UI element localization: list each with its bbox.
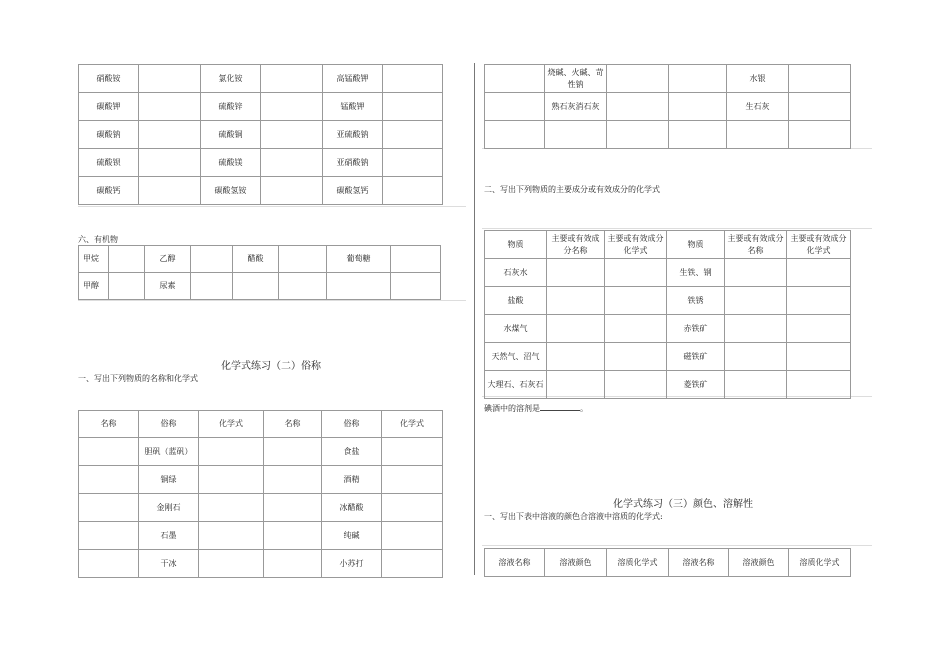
table-row: [79, 121, 443, 149]
table-cell[interactable]: [383, 177, 443, 205]
table-cell[interactable]: [725, 259, 787, 287]
table-cell[interactable]: [787, 343, 851, 371]
column-header: 溶液颜色: [545, 549, 607, 577]
table-cell: 亚硫酸钠: [323, 121, 383, 149]
table-cell[interactable]: [391, 246, 441, 273]
table-cell: 硫酸钡: [79, 149, 139, 177]
table-cell[interactable]: [109, 246, 145, 273]
table-cell[interactable]: [191, 273, 233, 300]
iodine-question: [484, 402, 588, 414]
table-cell[interactable]: [199, 494, 264, 522]
table-cell[interactable]: [79, 466, 139, 494]
table-cell: 碳酸氢钙: [323, 177, 383, 205]
table-cell: 尿素: [145, 273, 191, 300]
table-row: [485, 343, 851, 371]
table-cell[interactable]: [264, 438, 322, 466]
table-cell[interactable]: [264, 550, 322, 578]
table-cell[interactable]: [725, 315, 787, 343]
iodine-text: 碘酒中的溶剂是: [484, 404, 540, 413]
nickname-table-continued: [484, 64, 851, 149]
table-row: [79, 93, 443, 121]
organic-table: [78, 245, 441, 300]
table-cell[interactable]: [264, 466, 322, 494]
table-header-row: [79, 411, 443, 438]
table-cell[interactable]: [383, 149, 443, 177]
table-cell[interactable]: [547, 343, 605, 371]
table-cell: 水银: [727, 65, 789, 93]
table-header-row: [485, 231, 851, 259]
rule-line: [78, 206, 466, 207]
table-cell[interactable]: [261, 93, 323, 121]
table-cell[interactable]: [199, 438, 264, 466]
table-cell[interactable]: [725, 287, 787, 315]
table-cell[interactable]: [607, 93, 669, 121]
table-cell[interactable]: [109, 273, 145, 300]
table-cell[interactable]: [233, 273, 279, 300]
table-cell[interactable]: [261, 177, 323, 205]
table-cell[interactable]: [547, 371, 605, 399]
table-cell[interactable]: [383, 93, 443, 121]
table-cell[interactable]: [669, 121, 727, 149]
table-cell[interactable]: [139, 121, 201, 149]
table-cell: 大理石、石灰石: [485, 371, 547, 399]
rule-line: [78, 300, 466, 301]
table-cell[interactable]: [139, 177, 201, 205]
table-cell[interactable]: [79, 550, 139, 578]
table-cell[interactable]: [789, 93, 851, 121]
table-cell: 冰醋酸: [322, 494, 382, 522]
table-cell: 胆矾（蓝矾）: [139, 438, 199, 466]
column-header: 主要或有效成分化学式: [605, 231, 667, 259]
table-cell: 铁锈: [667, 287, 725, 315]
table-cell[interactable]: [382, 438, 443, 466]
table-row: [485, 65, 851, 93]
rule-line: [482, 545, 872, 546]
table-cell: 铜绿: [139, 466, 199, 494]
column-header: 俗称: [139, 411, 199, 438]
table-cell[interactable]: [485, 93, 545, 121]
column-header: 主要或有效成分化学式: [787, 231, 851, 259]
table-cell[interactable]: [787, 371, 851, 399]
table-cell: 甲醇: [79, 273, 109, 300]
table-cell[interactable]: [789, 65, 851, 93]
table-header-row: [485, 549, 851, 577]
table-cell[interactable]: [545, 121, 607, 149]
column-header: 主要或有效成分名称: [547, 231, 605, 259]
table-cell: 赤铁矿: [667, 315, 725, 343]
table-row: [79, 466, 443, 494]
table-cell: 硫酸镁: [201, 149, 261, 177]
table-cell[interactable]: [199, 550, 264, 578]
column-header: 物质: [667, 231, 725, 259]
column-header: 主要或有效成分名称: [725, 231, 787, 259]
table-cell[interactable]: [787, 315, 851, 343]
column-header: 名称: [79, 411, 139, 438]
table-cell: 碳酸钾: [79, 93, 139, 121]
table-cell: 磁铁矿: [667, 343, 725, 371]
table-cell: 盐酸: [485, 287, 547, 315]
table-cell[interactable]: [264, 494, 322, 522]
table-cell[interactable]: [79, 438, 139, 466]
table-cell[interactable]: [383, 121, 443, 149]
table-cell[interactable]: [261, 65, 323, 93]
organic-heading: 六、有机物: [78, 235, 118, 244]
column-header: 溶液名称: [669, 549, 729, 577]
table-cell: 熟石灰消石灰: [545, 93, 607, 121]
salts-table: [78, 64, 443, 205]
page-divider: [474, 63, 475, 575]
table-cell: 锰酸钾: [323, 93, 383, 121]
table-cell: 乙醇: [145, 246, 191, 273]
table-cell[interactable]: [382, 550, 443, 578]
table-cell[interactable]: [547, 315, 605, 343]
table-cell[interactable]: [382, 466, 443, 494]
table-cell: 石墨: [139, 522, 199, 550]
table-cell: 甲烷: [79, 246, 109, 273]
table-cell: 小苏打: [322, 550, 382, 578]
table-cell[interactable]: [789, 121, 851, 149]
table-cell[interactable]: [725, 371, 787, 399]
table-row: [79, 246, 441, 273]
table-cell[interactable]: [261, 121, 323, 149]
column-header: 化学式: [382, 411, 443, 438]
table-cell: 纯碱: [322, 522, 382, 550]
table-row: [79, 522, 443, 550]
table-cell[interactable]: [279, 273, 327, 300]
column-header: 俗称: [322, 411, 382, 438]
part2-title: 化学式练习（二）俗称: [221, 361, 321, 372]
table-cell: 碳酸钙: [79, 177, 139, 205]
nickname-table: [78, 410, 443, 578]
table-cell[interactable]: [605, 259, 667, 287]
table-cell[interactable]: [139, 149, 201, 177]
table-cell[interactable]: [264, 522, 322, 550]
column-header: 名称: [264, 411, 322, 438]
table-cell[interactable]: [547, 287, 605, 315]
table-cell[interactable]: [383, 65, 443, 93]
table-cell: 石灰水: [485, 259, 547, 287]
column-header: 溶液名称: [485, 549, 545, 577]
rule-line: [482, 228, 872, 229]
table-cell[interactable]: [485, 65, 545, 93]
table-cell[interactable]: [191, 246, 233, 273]
table-cell: 干冰: [139, 550, 199, 578]
table-cell[interactable]: [391, 273, 441, 300]
table-cell[interactable]: [605, 287, 667, 315]
table-cell[interactable]: [605, 371, 667, 399]
table-cell: 氯化铵: [201, 65, 261, 93]
table-row: [79, 438, 443, 466]
table-cell: 葡萄糖: [327, 246, 391, 273]
table-cell: 酒精: [322, 466, 382, 494]
components-table: [484, 230, 851, 399]
column-header: 溶液颜色: [729, 549, 789, 577]
table-cell: 硫酸铜: [201, 121, 261, 149]
table-row: [485, 371, 851, 399]
table-cell: 硫酸锌: [201, 93, 261, 121]
table-cell: 天然气、沼气: [485, 343, 547, 371]
table-cell: 菱铁矿: [667, 371, 725, 399]
table-cell[interactable]: [199, 522, 264, 550]
column-header: 溶质化学式: [607, 549, 669, 577]
part3-title: 化学式练习（三）颜色、溶解性: [613, 499, 753, 510]
table-row: [79, 177, 443, 205]
part2b-instruction: 二、写出下列物质的主要成分或有效成分的化学式: [484, 185, 660, 194]
column-header: 物质: [485, 231, 547, 259]
table-row: [485, 121, 851, 149]
table-cell[interactable]: [605, 315, 667, 343]
table-cell[interactable]: [199, 466, 264, 494]
table-cell: 食盐: [322, 438, 382, 466]
table-cell[interactable]: [79, 522, 139, 550]
table-row: [79, 149, 443, 177]
column-header: 溶质化学式: [789, 549, 851, 577]
table-cell[interactable]: [139, 65, 201, 93]
table-cell[interactable]: [382, 522, 443, 550]
table-row: [485, 315, 851, 343]
solutions-table: [484, 548, 851, 577]
column-header: 化学式: [199, 411, 264, 438]
table-cell[interactable]: [485, 121, 545, 149]
table-cell[interactable]: [79, 494, 139, 522]
table-cell[interactable]: [382, 494, 443, 522]
table-cell: 金刚石: [139, 494, 199, 522]
table-row: [79, 550, 443, 578]
table-row: [485, 287, 851, 315]
table-row: [485, 93, 851, 121]
table-cell[interactable]: [669, 93, 727, 121]
iodine-end: 。: [580, 404, 588, 413]
table-cell[interactable]: [607, 121, 669, 149]
table-cell[interactable]: [139, 93, 201, 121]
answer-blank[interactable]: [540, 402, 580, 411]
table-cell[interactable]: [279, 246, 327, 273]
table-cell[interactable]: [261, 149, 323, 177]
table-cell: 水煤气: [485, 315, 547, 343]
table-cell[interactable]: [787, 287, 851, 315]
table-cell: 硝酸铵: [79, 65, 139, 93]
table-cell[interactable]: [787, 259, 851, 287]
table-cell: 生铁、钢: [667, 259, 725, 287]
table-cell: 高锰酸钾: [323, 65, 383, 93]
table-cell[interactable]: [669, 65, 727, 93]
table-cell: 碳酸钠: [79, 121, 139, 149]
table-row: [79, 65, 443, 93]
part2-instruction: 一、写出下列物质的名称和化学式: [78, 374, 198, 383]
table-cell: 醋酸: [233, 246, 279, 273]
table-row: [79, 494, 443, 522]
table-cell[interactable]: [605, 343, 667, 371]
table-cell: 碳酸氢铵: [201, 177, 261, 205]
table-cell: 生石灰: [727, 93, 789, 121]
table-cell: 亚硝酸钠: [323, 149, 383, 177]
table-cell[interactable]: [725, 343, 787, 371]
table-row: [485, 259, 851, 287]
table-cell[interactable]: [327, 273, 391, 300]
table-cell[interactable]: [727, 121, 789, 149]
table-row: [79, 273, 441, 300]
table-cell[interactable]: [607, 65, 669, 93]
table-cell: 烧碱、火碱、苛性钠: [545, 65, 607, 93]
table-cell[interactable]: [547, 259, 605, 287]
part3-instruction: 一、写出下表中溶液的颜色合溶液中溶质的化学式:: [484, 512, 663, 521]
